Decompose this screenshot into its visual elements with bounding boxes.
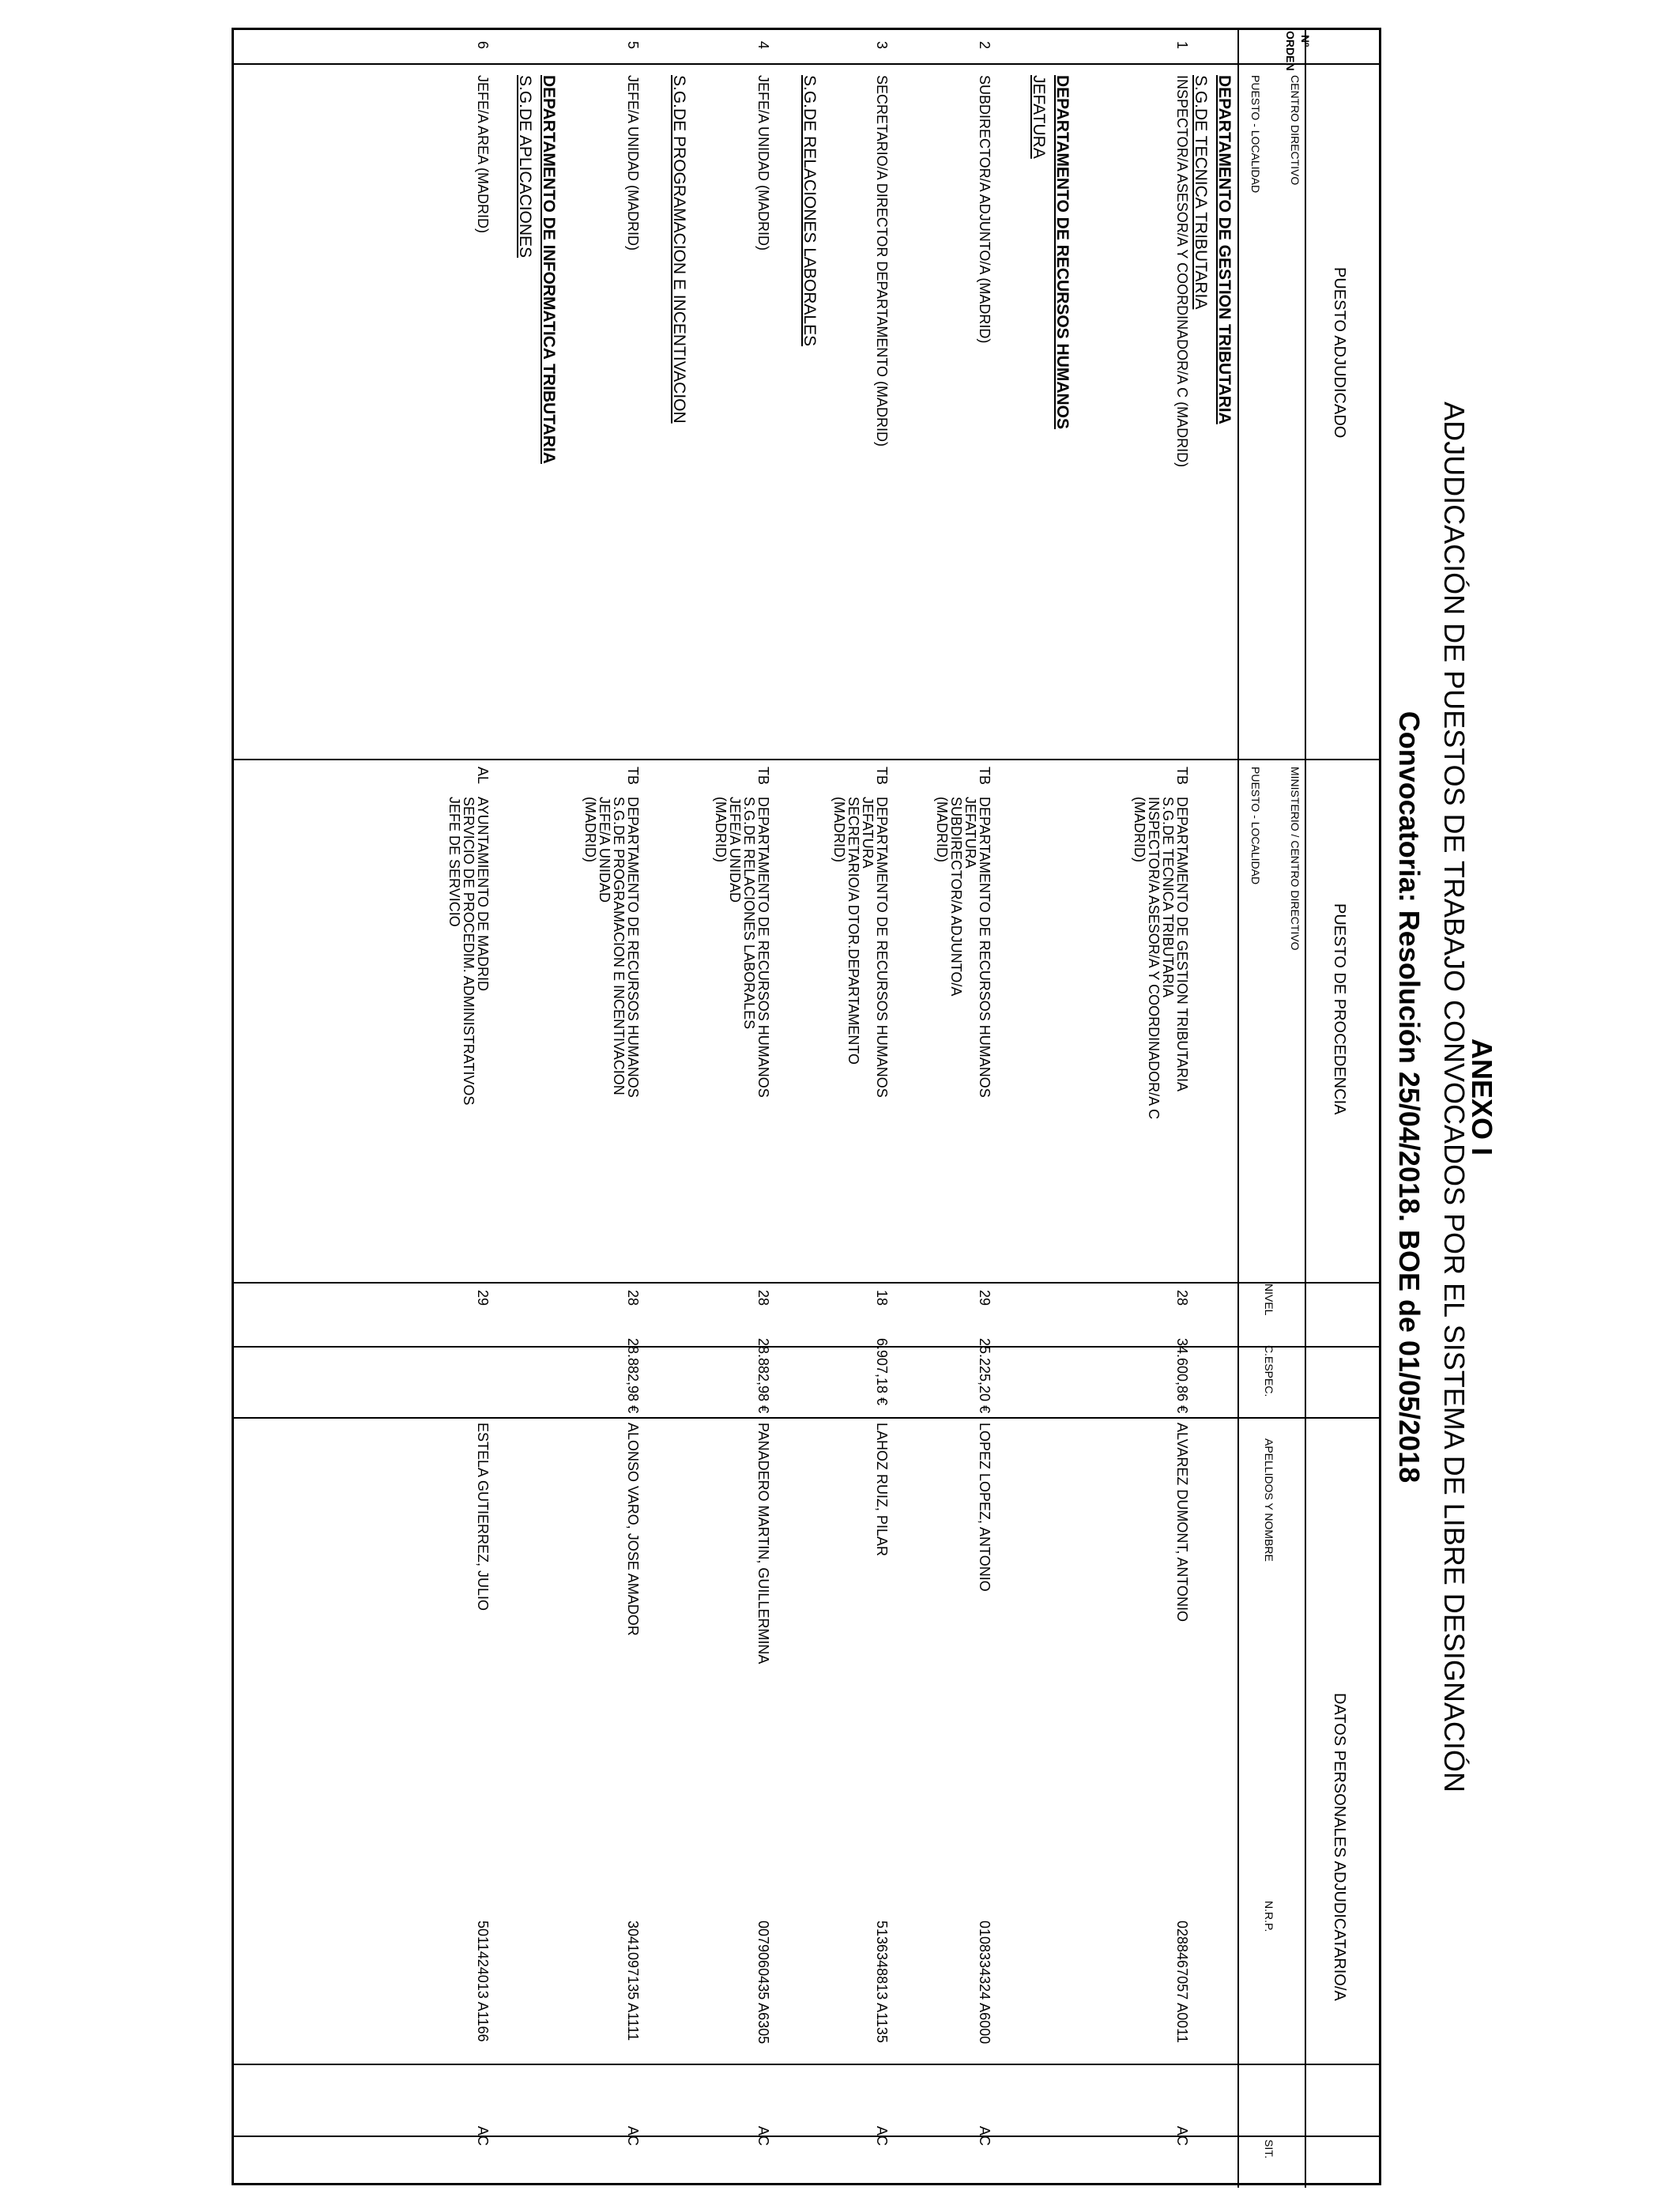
row-orden: 4	[755, 41, 771, 50]
row-nivel: 29	[977, 1290, 993, 1306]
row-procedencia-line: JEFE DE SERVICIO	[446, 797, 462, 927]
header-datos-personales: DATOS PERSONALES ADJUDICATARIO/A	[1331, 1693, 1348, 2001]
row-procedencia-line: S.G.DE PROGRAMACION E INCENTIVACION	[611, 797, 627, 1095]
row-nrp: 5011424013 A1166	[475, 1921, 491, 2042]
header-puesto-adjudicado: PUESTO ADJUDICADO	[1331, 267, 1348, 439]
section-tecnica-tributaria: S.G.DE TECNICA TRIBUTARIA	[1192, 75, 1210, 310]
header-cespec: C.ESPEC.	[1263, 1345, 1275, 1397]
row-nrp: 3041097135 A1111	[625, 1921, 641, 2041]
row-nombre: PANADERO MARTIN, GUILLERMINA	[755, 1423, 771, 1664]
row-tipo: TB	[977, 767, 993, 786]
row-orden: 3	[874, 41, 890, 50]
row-procedencia-line: S.G.DE TECNICA TRIBUTARIA	[1160, 797, 1176, 998]
row-tipo: AL	[475, 767, 491, 785]
header-centro-directivo: CENTRO DIRECTIVO	[1289, 75, 1301, 186]
row-procedencia-line: SUBDIRECTOR/A ADJUNTO/A	[948, 797, 964, 997]
header-proc-puesto-localidad: PUESTO - LOCALIDAD	[1249, 767, 1262, 885]
row-sit: AC	[625, 2126, 641, 2147]
section-informatica-tributaria: DEPARTAMENTO DE INFORMATICA TRIBUTARIA	[540, 75, 558, 464]
divider-sit	[234, 2136, 1379, 2137]
row-procedencia-line: S.G.DE RELACIONES LABORALES	[741, 797, 757, 1030]
row-nivel: 29	[475, 1290, 491, 1306]
row-nivel: 28	[625, 1290, 641, 1306]
divider-adjudicado	[234, 759, 1379, 760]
row-orden: 1	[1174, 41, 1190, 50]
row-nivel: 28	[755, 1290, 771, 1306]
row-puesto: JEFE/A UNIDAD (MADRID)	[625, 75, 641, 251]
row-nrp: 5136348813 A1135	[874, 1921, 890, 2043]
row-procedencia-line: INSPECTOR/A ASESOR/A Y COORDINADOR/A C	[1146, 797, 1162, 1120]
row-procedencia-line: SERVICIO DE PROCEDIM. ADMINISTRATIVOS	[461, 797, 477, 1106]
row-puesto: JEFE/A AREA (MADRID)	[475, 75, 491, 234]
annex-title: ANEXO I	[1466, 1038, 1498, 1156]
row-puesto: SUBDIRECTOR/A ADJUNTO/A (MADRID)	[977, 75, 993, 344]
section-aplicaciones: S.G.DE APLICACIONES	[516, 75, 534, 258]
row-puesto: SECRETARIO/A DIRECTOR DEPARTAMENTO (MADRID)	[874, 75, 890, 447]
header-sit: SIT.	[1263, 2139, 1275, 2159]
row-sit: AC	[755, 2126, 771, 2147]
row-cespec: 34.600,86 €	[1174, 1338, 1190, 1414]
section-jefatura: JEFATURA	[1030, 75, 1048, 159]
row-procedencia-line: JEFATURA	[860, 797, 876, 869]
row-procedencia-line: (MADRID)	[582, 797, 598, 862]
row-procedencia-line: (MADRID)	[713, 797, 729, 862]
allocation-table	[232, 28, 1381, 2185]
section-programacion: S.G.DE PROGRAMACION E INCENTIVACION	[670, 75, 688, 424]
row-cespec: 28.882,98 €	[755, 1338, 771, 1414]
row-sit: AC	[475, 2126, 491, 2147]
row-procedencia-line: DEPARTAMENTO DE GESTION TRIBUTARIA	[1174, 797, 1190, 1092]
divider-orden	[234, 63, 1379, 65]
rule-adjudicado	[1305, 63, 1306, 759]
row-tipo: TB	[625, 767, 641, 786]
row-procedencia-line: JEFE/A UNIDAD	[727, 797, 743, 903]
row-nombre: ESTELA GUTIERREZ, JULIO	[475, 1423, 491, 1612]
row-nombre: LOPEZ LOPEZ, ANTONIO	[977, 1423, 993, 1592]
header-nrp: N.R.P.	[1263, 1901, 1275, 1932]
row-nivel: 28	[1174, 1290, 1190, 1306]
row-cespec: 6.907,18 €	[874, 1338, 890, 1406]
convocatoria-line: Convocatoria: Resolución 25/04/2018. BOE de 01/05/2018	[1393, 711, 1426, 1483]
row-nrp: 0079060435 A6305	[755, 1921, 771, 2045]
row-cespec: 25.225,20 €	[977, 1338, 993, 1414]
header-apellidos: APELLIDOS Y NOMBRE	[1263, 1438, 1275, 1562]
header-ministerio: MINISTERIO / CENTRO DIRECTIVO	[1289, 767, 1301, 951]
row-puesto: JEFE/A UNIDAD (MADRID)	[755, 75, 771, 251]
row-nombre: ALVAREZ DUMONT, ANTONIO	[1174, 1423, 1190, 1623]
section-gestion-tributaria: DEPARTAMENTO DE GESTION TRIBUTARIA	[1215, 75, 1234, 424]
row-nivel: 18	[874, 1290, 890, 1306]
section-recursos-humanos: DEPARTAMENTO DE RECURSOS HUMANOS	[1053, 75, 1072, 430]
document-title: ADJUDICACIÓN DE PUESTOS DE TRABAJO CONVOCADOS POR EL SISTEMA DE LIBRE DESIGNACIÓN	[1438, 401, 1471, 1793]
header-orden-b: ORDEN	[1284, 31, 1297, 71]
row-procedencia-line: AYUNTAMIENTO DE MADRID	[475, 797, 491, 992]
row-nombre: LAHOZ RUIZ, PILAR	[874, 1423, 890, 1557]
row-nrp: 0288467057 A0011	[1174, 1921, 1190, 2043]
row-tipo: TB	[1174, 767, 1190, 786]
row-orden: 2	[977, 41, 993, 50]
divider-nrp	[234, 2064, 1379, 2065]
section-relaciones-laborales: S.G.DE RELACIONES LABORALES	[800, 75, 819, 347]
row-orden: 5	[625, 41, 641, 50]
row-procedencia-line: DEPARTAMENTO DE RECURSOS HUMANOS	[625, 797, 641, 1098]
rule-datos	[1305, 1417, 1306, 2188]
row-orden: 6	[475, 41, 491, 50]
row-nrp: 0108334324 A6000	[977, 1921, 993, 2045]
header-orden-a: Nº	[1299, 35, 1312, 47]
row-procedencia-line: JEFATURA	[962, 797, 978, 869]
row-procedencia-line: JEFE/A UNIDAD	[597, 797, 612, 903]
divider-cespec	[234, 1417, 1379, 1419]
row-procedencia-line: DEPARTAMENTO DE RECURSOS HUMANOS	[755, 797, 771, 1098]
row-sit: AC	[1174, 2126, 1190, 2147]
row-procedencia-line: DEPARTAMENTO DE RECURSOS HUMANOS	[874, 797, 890, 1098]
row-puesto: INSPECTOR/A ASESOR/A Y COORDINADOR/A C (MADRID)	[1174, 75, 1190, 468]
header-nivel: NIVEL	[1263, 1284, 1275, 1316]
header-puesto-localidad: PUESTO - LOCALIDAD	[1249, 75, 1262, 194]
row-sit: AC	[874, 2126, 890, 2147]
divider-nivel	[234, 1346, 1379, 1348]
row-procedencia-line: SECRETARIO/A DTOR.DEPARTAMENTO	[846, 797, 861, 1065]
row-sit: AC	[977, 2126, 993, 2147]
row-procedencia-line: (MADRID)	[1132, 797, 1147, 862]
row-cespec: 28.882,98 €	[625, 1338, 641, 1414]
rule-header-bottom	[1237, 30, 1239, 2188]
row-tipo: TB	[874, 767, 890, 786]
row-nombre: ALONSO VARO, JOSE AMADOR	[625, 1423, 641, 1636]
row-procedencia-line: (MADRID)	[831, 797, 847, 862]
row-procedencia-line: (MADRID)	[934, 797, 950, 862]
row-procedencia-line: DEPARTAMENTO DE RECURSOS HUMANOS	[977, 797, 993, 1098]
header-puesto-procedencia: PUESTO DE PROCEDENCIA	[1331, 903, 1348, 1115]
divider-puesto-proc	[234, 1282, 1379, 1284]
row-tipo: TB	[755, 767, 771, 786]
